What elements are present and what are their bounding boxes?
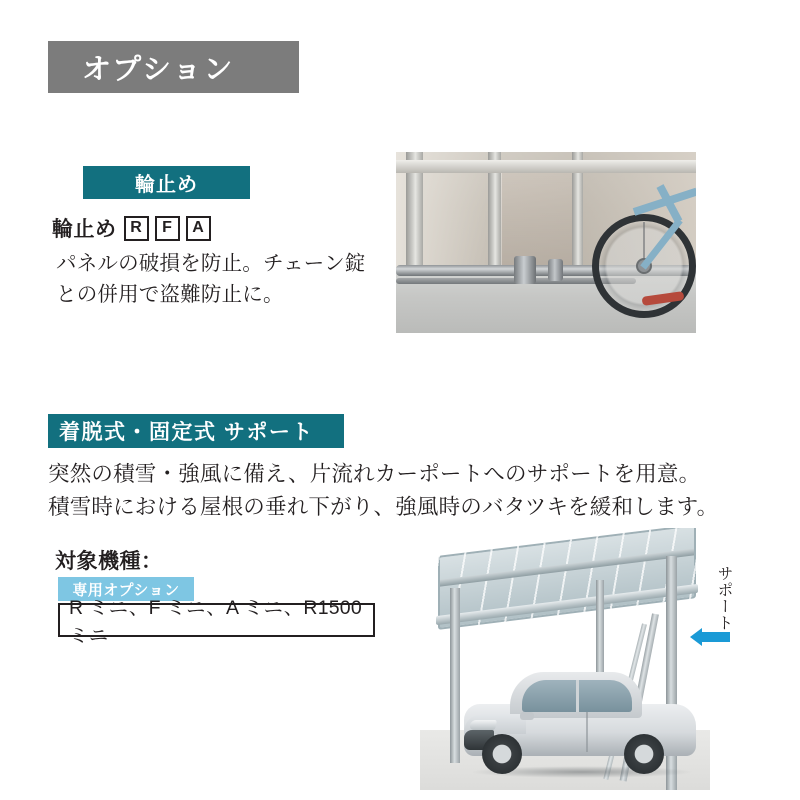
page-title: オプション	[82, 53, 235, 86]
support-callout-label: サポート	[715, 565, 732, 631]
section-badge-support-label: 着脱式・固定式 サポート	[59, 421, 314, 444]
wheel-stopper-description: パネルの破損を防止。チェーン錠との併用で盗難防止に。	[56, 252, 366, 306]
car-door-line	[586, 712, 588, 752]
car-front-wheel	[482, 734, 522, 774]
support-description-line-1: 突然の積雪・強風に備え、片流れカーポートへのサポートを用意。	[48, 462, 701, 486]
code-badge-f: F	[155, 216, 180, 241]
car-rear-wheel	[624, 734, 664, 774]
car-window-pillar	[576, 680, 579, 712]
code-badge-r: R	[124, 216, 149, 241]
car-illustration	[464, 668, 696, 776]
photo-clamp-b	[548, 259, 563, 281]
section-badge-wheel-stopper	[83, 166, 250, 199]
support-description	[48, 458, 748, 524]
section-badge-support	[48, 414, 344, 448]
target-models-box	[58, 597, 375, 647]
carport-support-photo	[420, 528, 710, 790]
carport-column-left	[450, 588, 460, 763]
car-side-mirror	[520, 712, 534, 720]
exclusive-option-tag-label: 専用オプション	[72, 581, 180, 599]
target-models-label: 対象機種：	[55, 550, 163, 573]
photo-top-beam	[396, 160, 696, 173]
photo-clamp-a	[514, 256, 536, 284]
support-description-line-2: 積雪時における屋根の垂れ下がり、強風時のバタツキを緩和します。	[48, 495, 719, 519]
wheel-stopper-photo	[396, 152, 696, 333]
wheel-stopper-title: 輪止め	[52, 218, 117, 241]
section-badge-wheel-stopper-label: 輪止め	[135, 174, 198, 196]
wheel-stopper-title-row	[52, 213, 210, 243]
code-badge-a: A	[186, 216, 211, 241]
page-title-banner	[48, 41, 299, 93]
car-headlight	[469, 720, 497, 730]
photo-panel	[500, 173, 576, 277]
target-models-value: R ミニ、F ミニ、A ミニ、R1500 ミニ	[69, 597, 362, 647]
